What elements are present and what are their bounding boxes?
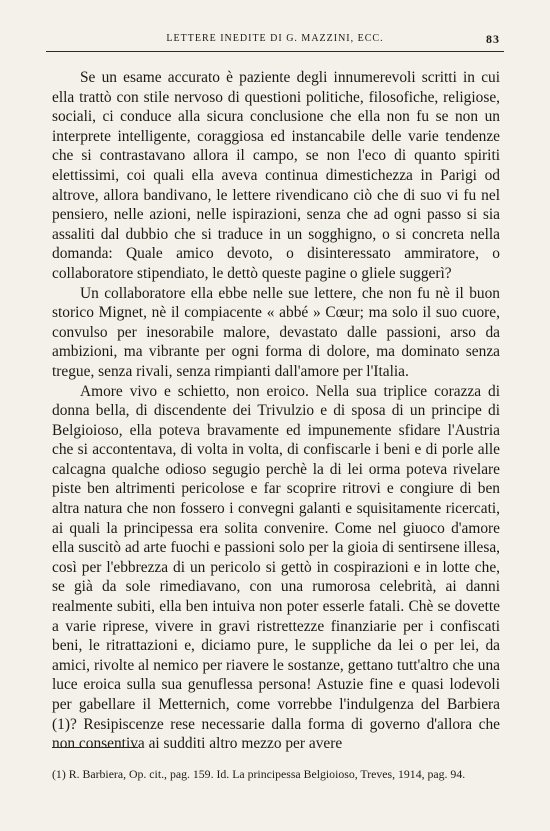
paragraph: Un collaboratore ella ebbe nelle sue lettere, che non fu nè il buon storico Mignet, nè il compiacente « abbé » Cœur; ma solo il suo cuore, convulso per inesorabile malore, devastato dalle passioni, arso da ambizioni, ma vibrante per ogni forma di dolore, ma dominato senza tregue, senza rivali, senza rimpianti dall'amore per l'Italia. <box>52 284 500 380</box>
paragraph: Se un esame accurato è paziente degli innumerevoli scritti in cui ella trattò con stile nervoso di questioni politiche, filosofiche, religiose, sociali, ci conduce alla sicura conclusione che ella non fu se non un interprete intelligente, coraggiosa ed instancabile delle varie tendenze che si contrastavano allora il campo, se non l'eco di quanto spiriti elettissimi, coi quali ella aveva continua dimestichezza in Parigi od altrove, allora bandivano, le lettere rivendicano ciò che di suo vi fu nel pensiero, nelle azioni, nelle ispirazioni, senza che ad ogni passo si sia assaliti dal dubbio che si traduce in un sogghigno, o si concreta nella domanda: Quale amico devoto, o disinteressato ammiratore, o collaboratore stipendiato, le dettò queste pagine o gliele suggerì? <box>52 69 500 282</box>
paragraph: Amore vivo e schietto, non eroico. Nella sua triplice corazza di donna bella, di discendente dei Trivulzio e di sposa di un principe di Belgioioso, ella poteva bravamente ed impunemente sfidare l'Austria che si accontentava, di volta in volta, di confiscarle i beni e di porle alle calcagna qualche odioso segugio perchè la di lei orma poteva rivelare piste ben altrimenti pericolose e far scoprire ritrovi e congiure di ben altra natura che non fossero i convegni galanti e squisitamente ricercati, ai quali la principessa era solita convenire. Come nel giuoco d'amore ella suscitò ad arte fuochi e passioni solo per la gioia di sentirsene illesa, così per l'ebbrezza di un pericolo si gettò in cospirazioni e in lotte che, se già da sole rimediavano, con una rumorosa celebrità, ai danni realmente subiti, ella ben intuiva non poter esserle fatali. Chè se dovette a varie riprese, vivere in gravi ristrettezze finanziarie per i confiscati beni, le ritrattazioni e, diciamo pure, le suppliche da lei o per lei, da amici, rivolte al nemico per riavere le sostanze, gettano tutt'altro che una luce eroica sulla sua genuflessa persona! Astuzie fine e quasi lodevoli per gabellare il Metternich, come vorrebbe l'indulgenza del Barbiera (1)? Resipiscenze rese necessarie dalla forma di governo d'allora che non consentiva ai sudditi altro mezzo per avere <box>52 382 500 753</box>
footnote-text: R. Barbiera, Op. cit., pag. 159. Id. La principessa Belgioioso, Treves, 1914, pag. 94. <box>68 767 466 781</box>
footnote-rule <box>52 747 138 748</box>
footnote-label: (1) <box>52 767 66 781</box>
header-rule <box>46 51 504 52</box>
page-number: 83 <box>486 32 500 46</box>
body-text <box>52 68 500 754</box>
footnote <box>52 765 500 784</box>
running-head: LETTERE INEDITE DI G. MAZZINI, ECC. <box>166 33 384 44</box>
page-header <box>52 33 498 49</box>
